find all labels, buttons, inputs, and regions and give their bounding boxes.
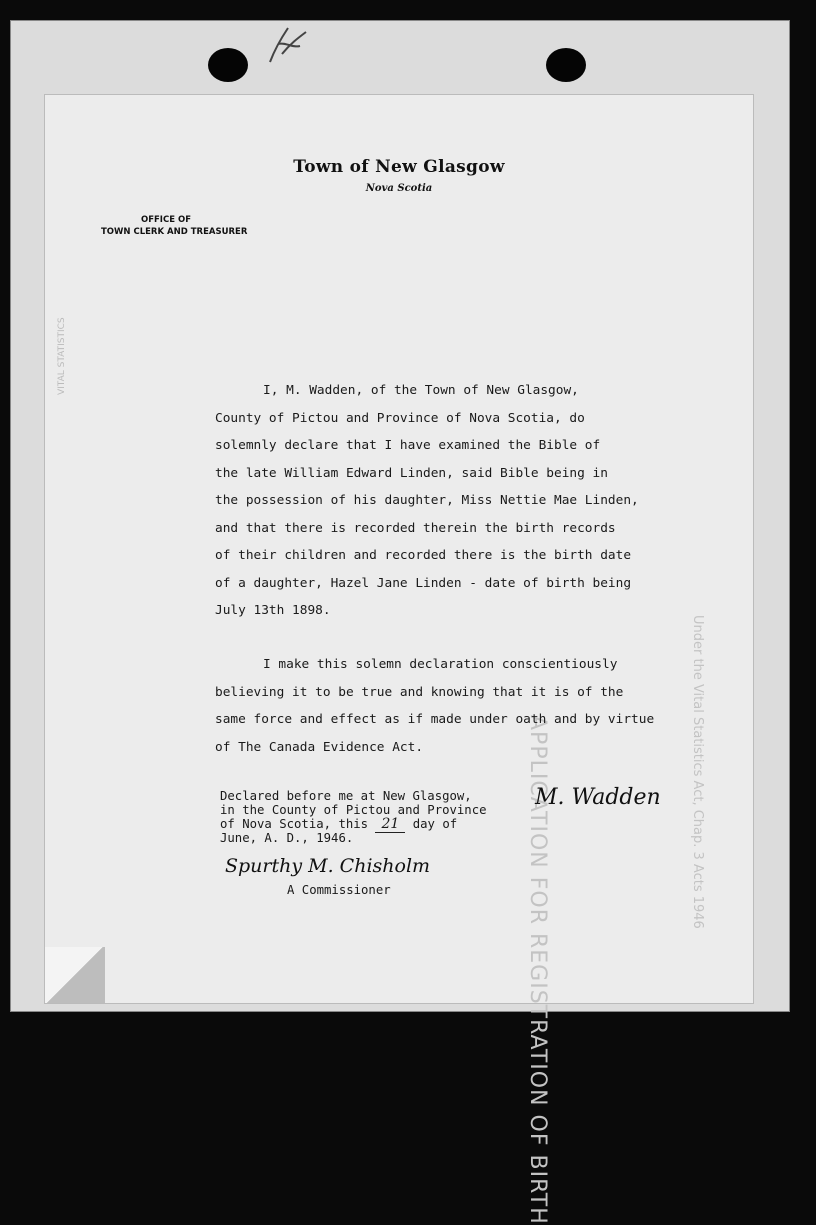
- text-line: the possession of his daughter, Miss Nettie Mae Linden,: [215, 493, 639, 508]
- text-line: I, M. Wadden, of the Town of New Glasgow,: [263, 383, 579, 398]
- text-line: same force and effect as if made under oath and by virtue: [215, 712, 655, 727]
- letterhead-title: Town of New Glasgow: [293, 157, 505, 177]
- commissioner-label: A Commissioner: [287, 883, 391, 897]
- commissioner-signature: Spurthy M. Chisholm: [225, 855, 431, 877]
- punch-hole-left: [208, 48, 248, 82]
- attestation-line: June, A. D., 1946.: [220, 831, 354, 845]
- handwritten-day: 21: [375, 816, 405, 833]
- pencil-mark: [262, 24, 312, 68]
- text-line: of The Canada Evidence Act.: [215, 739, 424, 755]
- declaration-page: [44, 94, 754, 1225]
- folded-corner: [45, 947, 105, 1003]
- text-line: of a daughter, Hazel Jane Linden - date of birth being: [215, 575, 632, 591]
- background-edge-text: VITAL STATISTICS: [57, 317, 67, 395]
- text-line: County of Pictou and Province of Nova Scotia, do: [215, 410, 585, 426]
- attestation-block: [220, 789, 487, 845]
- text-line: of their children and recorded there is the birth date: [215, 548, 632, 563]
- attestation-line: [220, 817, 487, 831]
- text-line: I make this solemn declaration conscientiously: [263, 657, 618, 672]
- text-line: believing it to be true and knowing that it is of the: [215, 684, 624, 700]
- letterhead-subtitle: Nova Scotia: [365, 183, 433, 194]
- text-line: the late William Edward Linden, said Bible being in: [215, 465, 608, 481]
- office-line-2: TOWN CLERK AND TREASURER: [101, 227, 248, 237]
- text-line: solemnly declare that I have examined the Bible of: [215, 438, 601, 453]
- text-line: and that there is recorded therein the birth records: [215, 520, 616, 536]
- background-form-subtitle: Under the Vital Statistics Act, Chap. 3 Acts 1946: [690, 615, 705, 929]
- declaration-paragraph-2: [215, 651, 695, 761]
- background-form-title: APPLICATION FOR REGISTRATION OF BIRTH: [525, 715, 550, 1225]
- attestation-line: Declared before me at New Glasgow,: [220, 789, 472, 803]
- declaration-paragraph-1: [215, 377, 695, 625]
- attestation-line: in the County of Pictou and Province: [220, 803, 487, 817]
- office-label: [101, 215, 281, 237]
- office-line-1: OFFICE OF: [140, 215, 192, 225]
- declarant-signature: M. Wadden: [535, 785, 661, 810]
- punch-hole-right: [546, 48, 586, 82]
- attestation-text: day of: [412, 817, 458, 831]
- attestation-text: of Nova Scotia, this: [220, 817, 369, 831]
- text-line: July 13th 1898.: [215, 603, 331, 618]
